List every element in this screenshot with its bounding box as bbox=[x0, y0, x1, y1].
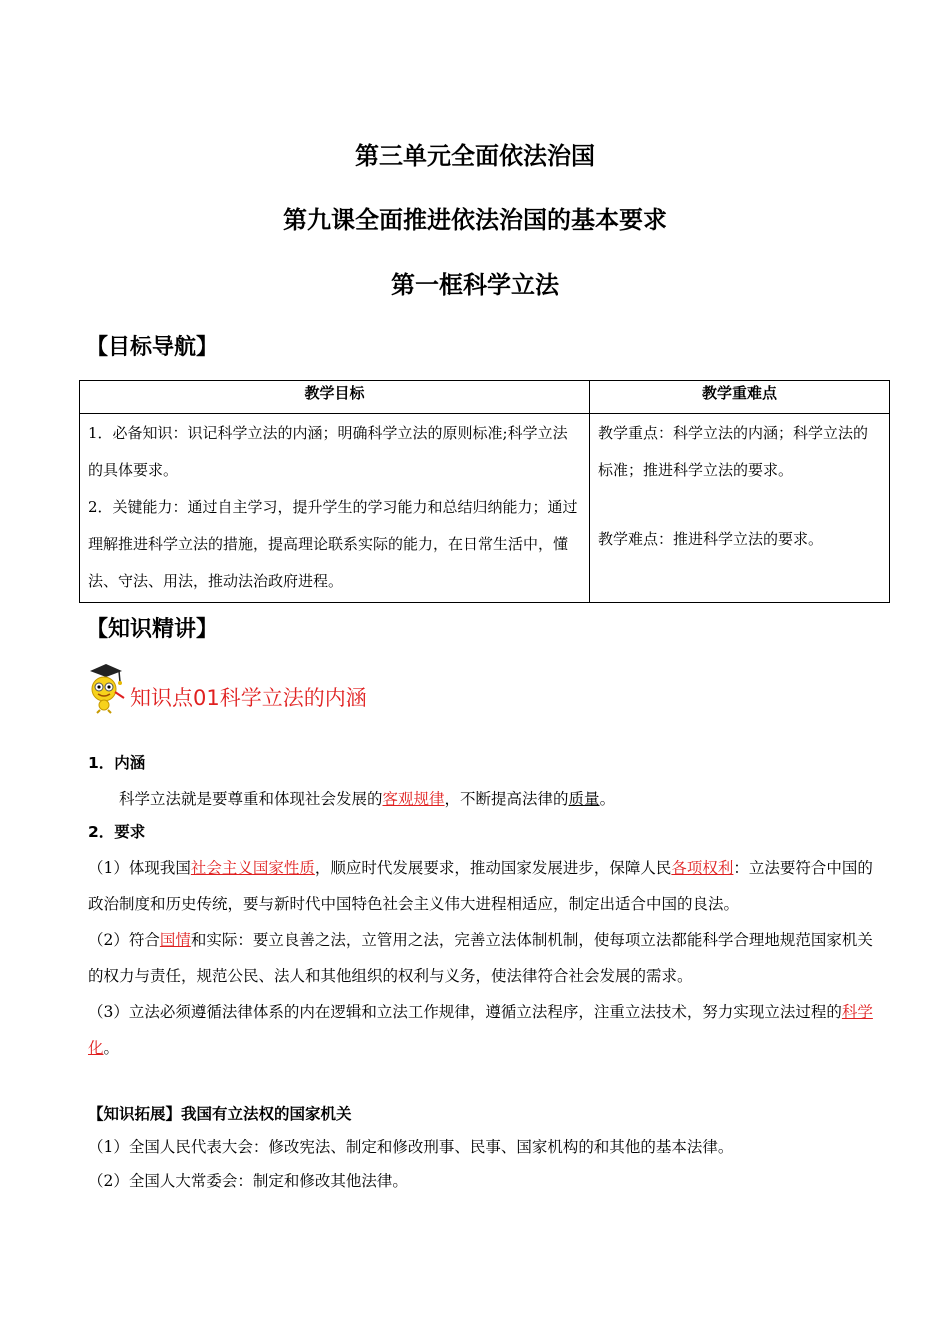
req2-text-b: 和实际：要立良善之法，立管用之法，完善立法体制机制，使每项立法都能科学合理地规范国家机关的权力与责任，规范公民、法人和其他组织的权利与义务，使法律符合社会发展的需求。 bbox=[88, 931, 873, 985]
goals-table bbox=[79, 380, 890, 603]
quality-keyword: 质量 bbox=[568, 790, 600, 808]
meaning-text-b: ，不断提高法律的 bbox=[444, 790, 569, 808]
req1-text-a: （1）体现我国 bbox=[88, 859, 191, 877]
socialist-nature-keyword: 社会主义国家性质 bbox=[190, 859, 315, 877]
knowledge-point-heading bbox=[86, 662, 367, 714]
req1-text-c: ：立法要符合中国的政治制度和历史传统，要与新时代中国特色社会主义伟大进程相适应，制定出适合中国的良法。 bbox=[88, 859, 873, 913]
lesson-title: 第九课全面推进依法治国的基本要求 bbox=[283, 206, 667, 234]
req2-text-a: （2）符合 bbox=[88, 931, 160, 949]
key-point: 教学重点：科学立法的内涵；科学立法的标准；推进科学立法的要求。 bbox=[598, 424, 869, 479]
difficult-point: 教学难点：推进科学立法的要求。 bbox=[598, 530, 824, 548]
requirement-1 bbox=[88, 850, 878, 922]
meaning-text-a: 科学立法就是要尊重和体现社会发展的 bbox=[119, 790, 383, 808]
requirement-2 bbox=[88, 922, 878, 994]
goal-item-1: 1．必备知识：识记科学立法的内涵；明确科学立法的原则标准;科学立法的具体要求。 bbox=[88, 424, 568, 479]
goal-item-2: 2．关键能力：通过自主学习，提升学生的学习能力和总结归纳能力；通过理解推进科学立法的措施，提高理论联系实际的能力，在日常生活中，懂法、守法、用法，推动法治政府进程。 bbox=[88, 498, 578, 590]
extension-heading: 【知识拓展】我国有立法权的国家机关 bbox=[88, 1105, 352, 1123]
meaning-text-c: 。 bbox=[599, 790, 616, 808]
extension-item-1: （1）全国人民代表大会：修改宪法、制定和修改刑事、民事、国家机构的和其他的基本法律。 bbox=[88, 1138, 734, 1156]
requirements-heading: 2．要求 bbox=[88, 823, 146, 841]
meaning-heading: 1．内涵 bbox=[88, 754, 146, 772]
extension-item-2: （2）全国人大常委会：制定和修改其他法律。 bbox=[88, 1172, 408, 1190]
scholar-mascot-icon bbox=[86, 662, 126, 714]
key-points-cell bbox=[590, 414, 890, 603]
key-points-header: 教学重难点 bbox=[590, 381, 890, 414]
req3-text-a: （3）立法必须遵循法律体系的内在逻辑和立法工作规律，遵循立法程序，注重立法技术，努力实现立法过程的 bbox=[88, 1003, 842, 1021]
requirement-3 bbox=[88, 994, 878, 1066]
req3-text-b: 。 bbox=[103, 1039, 120, 1057]
goals-header: 教学目标 bbox=[80, 381, 590, 414]
meaning-paragraph bbox=[88, 781, 878, 817]
knowledge-point-title: 知识点01科学立法的内涵 bbox=[130, 686, 367, 710]
goals-cell bbox=[80, 414, 590, 603]
knowledge-section-heading: 【知识精讲】 bbox=[86, 617, 219, 642]
unit-title: 第三单元全面依法治国 bbox=[355, 142, 595, 170]
national-conditions-keyword: 国情 bbox=[159, 931, 191, 949]
req1-text-b: ，顺应时代发展要求，推动国家发展进步，保障人民 bbox=[314, 859, 672, 877]
frame-title: 第一框科学立法 bbox=[391, 271, 559, 299]
rights-keyword: 各项权利 bbox=[671, 859, 734, 877]
scientific-keyword: 科学化 bbox=[88, 1003, 873, 1057]
goals-section-heading: 【目标导航】 bbox=[86, 335, 219, 360]
objective-laws-keyword: 客观规律 bbox=[382, 790, 445, 808]
